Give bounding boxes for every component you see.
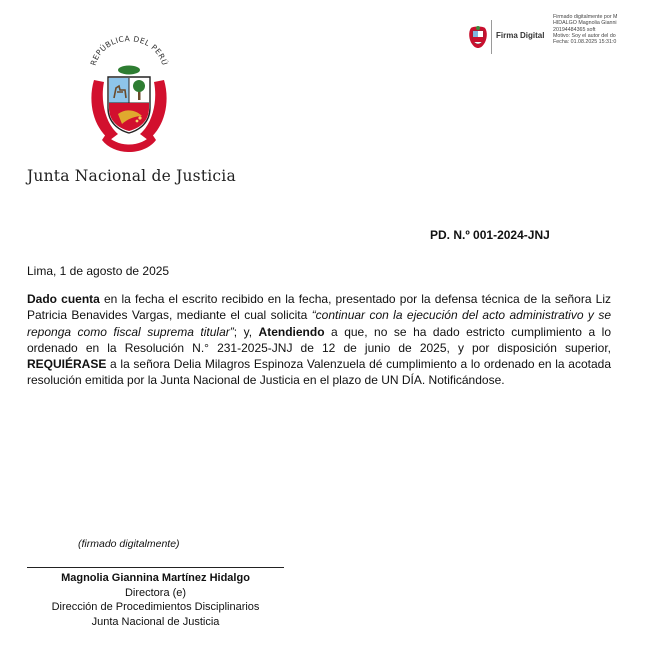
signature-detail-line: Fecha: 01.08.2025 15:31:0 [553, 39, 617, 46]
body-paragraph [27, 291, 611, 389]
signature-detail-line: Motivo: Soy el autor del do [553, 32, 616, 39]
signature-detail-line: Firmado digitalmente por M [553, 14, 618, 20]
document-reference: PD. N.º 001-2024-JNJ [430, 228, 550, 242]
paragraph-text: ; y, [233, 324, 259, 339]
signature-divider [491, 20, 492, 54]
signature-label: Firma Digital [496, 31, 545, 40]
atendiendo-label: Atendiendo [258, 324, 325, 339]
signer-title: Directora (e) [124, 586, 187, 599]
signer-institution: Junta Nacional de Justicia [91, 615, 220, 628]
paragraph-text: a la señora Delia Milagros Espinoza Valenzuela dé cumplimiento a lo ordenado en la acotada resolución emitida por la Junta Nacional de Justicia en el plazo de UN DÍA. Notificándose. [27, 357, 611, 388]
signature-details [553, 14, 648, 45]
quoted-request: “continuar con la ejecución del acto administrativo y se reponga como fiscal suprema titular” [27, 308, 611, 339]
signer-department: Dirección de Procedimientos Disciplinarios [51, 601, 260, 614]
paragraph-text: en la fecha el escrito recibido en la fecha, presentado por la defensa técnica de la señora Liz Patricia Benavides Vargas, mediante el cual solicita [27, 292, 612, 323]
signer-name: Magnolia Giannina Martínez Hidalgo [61, 572, 250, 584]
paragraph-text: a que, no se ha dado estricto cumplimiento a lo ordenado en la Resolución N.° 231-2025-JNJ de 12 de junio de 2025, y por disposición superior, [27, 324, 611, 355]
signature-line [27, 567, 284, 568]
signature-emblem-icon [468, 24, 488, 50]
institution-name: Junta Nacional de Justicia [27, 167, 236, 185]
signature-block [27, 571, 284, 629]
requierase-label: REQUIÉRASE [27, 357, 107, 372]
digitally-signed-note: (firmado digitalmente) [78, 538, 180, 550]
dado-cuenta-label: Dado cuenta [27, 292, 100, 306]
coat-motto: REPÚBLICA DEL PERÚ [88, 34, 170, 67]
signature-detail-line: HIDALGO Magnolia Gianni [553, 20, 617, 27]
date-line: Lima, 1 de agosto de 2025 [27, 264, 170, 278]
svg-text:REPÚBLICA DEL PERÚ [89, 34, 170, 66]
coat-of-arms-icon [84, 30, 174, 158]
signature-detail-line: 20194484365 soft [553, 26, 596, 33]
paragraph [27, 291, 611, 389]
